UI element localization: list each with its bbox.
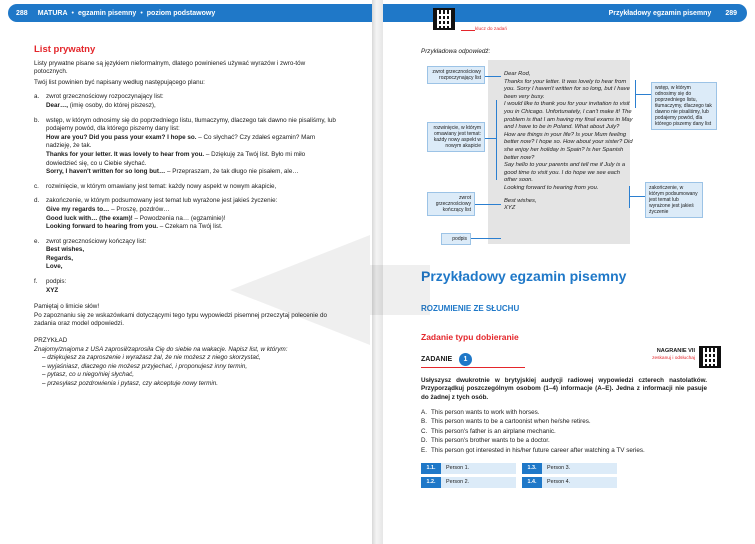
plan-item-line (46, 223, 336, 232)
plan-description: zakończenie, w którym podsumowany jest temat lub wyrażone jest jakieś życzenie: (46, 197, 278, 205)
option-text: This person wants to be a cartoonist when he/she retires. (431, 418, 591, 426)
connector-line (629, 196, 645, 197)
callout-signature: podpis (441, 233, 471, 245)
plan-item-line (46, 197, 336, 206)
plan-item (34, 238, 336, 272)
plan-item-line (46, 168, 336, 177)
connector-line (635, 80, 636, 108)
plan-item-line (46, 246, 336, 255)
task-option (421, 446, 645, 455)
recording-label: NAGRANIE VII (656, 348, 695, 354)
plan-translation: – Co słychać? Czy zdałeś egzamin? Mam nadzieję, że tak. (46, 133, 316, 150)
remember-note: Pamiętaj o limicie słów! (34, 303, 100, 311)
qr-code-icon[interactable] (699, 346, 721, 368)
plan-item-letter: f. (34, 278, 38, 286)
plan-item-letter: e. (34, 237, 40, 245)
plan-item-line (46, 151, 336, 168)
plan-item-letter: b. (34, 116, 40, 124)
answer-number: 1.2. (421, 477, 441, 488)
plan-item-line (46, 206, 336, 215)
plan-item-letter: c. (34, 182, 39, 190)
intro-paragraph: Listy prywatne pisane są językiem nieformalnym, dlatego powinieneś używać wyrazów i zwro-tów potocznych. (34, 59, 306, 76)
book-gutter (372, 0, 383, 544)
option-text: This person's brother wants to be a doctor. (431, 437, 550, 445)
left-page-content (34, 46, 336, 389)
header-subtitle-1: egzamin pisemny (77, 9, 137, 17)
option-letter: B. (421, 418, 427, 426)
header-subtitle-2: poziom podstawowy (146, 9, 216, 17)
plan-item-letter: d. (34, 197, 40, 205)
plan-phrase: Give my regards to… (46, 205, 110, 213)
example-point: – przesyłasz pozdrowienia i pytasz, czy akceptuje nowy termin. (42, 380, 219, 387)
connector-line (475, 204, 501, 205)
plan-phrase: Sorry, I haven't written for so long but… (46, 168, 166, 176)
left-page-number: 288 (16, 9, 28, 17)
option-letter: E. (421, 446, 427, 454)
task-option (421, 408, 645, 417)
plan-phrase: How are you? Did you pass your exam? I hope so. (46, 133, 197, 141)
header-title: MATURA (37, 9, 68, 17)
qr-code-icon[interactable] (433, 8, 455, 30)
letter-signoff: Best wishes, (504, 197, 537, 204)
example-point: – dziękujesz za zaproszenie i wyrażasz żal, że nie możesz z niego skorzystać, (42, 354, 261, 362)
answer-cell[interactable] (522, 463, 617, 474)
task-label: ZADANIE (421, 356, 453, 363)
option-letter: A. (421, 409, 427, 416)
key-label: klucz do zadań (475, 27, 507, 32)
header-separator: • (71, 9, 74, 17)
plan-translation: – Czekam na Twój list. (157, 223, 223, 231)
answer-number: 1.1. (421, 463, 441, 474)
plan-phrase: Looking forward to hearing from you. (46, 223, 158, 231)
plan-description: podpis: (46, 278, 67, 286)
letter-body-2: How are things in your life? Is your Mum feeling better now? I hope so. How about your sister? Did she enjoy her holiday in Spain? Is her Spanish better now? (504, 131, 633, 161)
plan-translation: (imię osoby, do której piszesz), (68, 101, 156, 109)
option-text: This person got interested in his/her future career after watching a TV series. (431, 446, 645, 454)
answer-cell[interactable] (522, 477, 617, 488)
connector-line (635, 94, 651, 95)
answer-cell[interactable] (421, 477, 516, 488)
example-letter (504, 71, 634, 213)
exam-title: Przykładowy egzamin pisemny (421, 268, 627, 284)
example-answer-label: Przykładowa odpowiedź: (421, 48, 491, 55)
plan-phrase: Regards, (46, 254, 73, 262)
left-page (0, 0, 372, 544)
option-letter: C. (421, 427, 428, 435)
example-point: – pytasz, co u niego/niej słychać, (42, 371, 135, 379)
plan-phrase: Best wishes, (46, 246, 85, 254)
connector-line (629, 186, 630, 208)
answer-number: 1.4. (522, 477, 542, 488)
plan-item-line (46, 287, 336, 296)
section-listening: ROZUMIENIE ZE SŁUCHU (421, 304, 520, 313)
callout-intro: wstęp, w którym odnosimy się do poprzedniego listu, tłumaczymy, dlaczego tak dawno nie pisaliśmy, lub podajemy powód, dla którego piszemy dany list (651, 82, 717, 130)
plan-item-line (46, 215, 336, 224)
plan-phrase: Love, (46, 263, 63, 271)
right-page (383, 0, 755, 544)
answer-cell[interactable] (421, 463, 516, 474)
plan-item (34, 183, 336, 192)
answer-person: Person 2. (441, 477, 516, 488)
plan-item-line (46, 102, 336, 111)
callout-ending: zakończenie, w którym podsumowany jest temat lub wyrażone jest jakieś życzenie (645, 182, 703, 218)
letter-body-3: Say hello to your parents and tell me if July is a good time to visit you. I do hope we see each other soon. (504, 162, 626, 184)
answer-person: Person 4. (542, 477, 617, 488)
letter-intro: Thanks for your letter. It was lovely to hear from you. Sorry I haven't written for so long, but I have been very busy. (504, 78, 630, 100)
plan-item-line (46, 134, 336, 151)
arrow-icon (461, 30, 475, 31)
left-page-header (8, 4, 372, 22)
header-separator: • (140, 9, 143, 17)
task-option (421, 417, 645, 426)
scan-label: zeskanuj i odsłuchaj (652, 356, 695, 361)
task-option (421, 427, 645, 436)
plan-item-line (46, 255, 336, 264)
plan-item-line (46, 278, 336, 287)
right-page-number: 289 (725, 9, 737, 17)
right-header-title: Przykładowy egzamin pisemny (608, 9, 712, 17)
task-type: Zadanie typu dobieranie (421, 332, 519, 342)
option-text: This person's father is an airplane mechanic. (431, 427, 556, 435)
task-options (421, 408, 645, 455)
section-heading: List prywatny (34, 44, 96, 55)
answer-number: 1.3. (522, 463, 542, 474)
plan-item-line (46, 183, 336, 192)
plan-item (34, 278, 336, 295)
plan-item-letter: a. (34, 93, 40, 101)
example-label: PRZYKŁAD (34, 337, 68, 345)
example-points (34, 354, 336, 388)
letter-greeting: Dear Rod, (504, 71, 531, 77)
letter-signature: XYZ (504, 205, 516, 212)
option-letter: D. (421, 437, 428, 445)
plan-phrase: Dear…, (46, 101, 69, 109)
letter-closing-line: Looking forward to hearing from you. (504, 184, 599, 191)
connector-line (471, 238, 501, 239)
plan-phrase: Thanks for your letter. It was lovely to hear from you. (46, 150, 205, 158)
answer-person: Person 1. (441, 463, 516, 474)
plan-translation: – Proszę, pozdrów… (109, 205, 170, 213)
plan-item-line (46, 263, 336, 272)
plan-description: zwrot grzecznościowy kończący list: (46, 237, 147, 245)
plan-description: zwrot grzecznościowy rozpoczynający list: (46, 93, 164, 101)
option-text: This person wants to work with horses. (431, 409, 540, 416)
plan-description: wstęp, w którym odnosimy się do poprzedniego listu, tłumaczymy, dlaczego tak dawno nie pisaliśmy, lub podajemy powód, dla którego piszemy dany list: (46, 116, 336, 133)
plan-item (34, 93, 336, 110)
callout-opening: zwrot grzecznościowy rozpoczynający list (427, 66, 485, 84)
plan-item (34, 117, 336, 177)
task-number-badge: 1 (459, 353, 472, 366)
plan-item-line (46, 117, 336, 134)
callout-development: rozwinięcie, w którym omawiany jest temat: każdy nowy aspekt w nowym akapicie (427, 122, 485, 152)
plan-phrase: Good luck with… (the exam)! (46, 214, 133, 222)
plan-item-line (46, 238, 336, 247)
task-option (421, 436, 645, 445)
plan-item (34, 197, 336, 231)
plan-phrase: XYZ (46, 286, 59, 294)
callout-closing: zwrot grzecznościowy kończący list (427, 192, 475, 216)
example-point: – wyjaśniasz, dlaczego nie możesz przyjechać, i proponujesz inny termin, (42, 362, 248, 370)
plan-item-line (46, 93, 336, 102)
answer-person: Person 3. (542, 463, 617, 474)
plan-translation: – Przepraszam, że tak długo nie pisałem, ale… (165, 168, 299, 176)
connector-line (496, 100, 497, 180)
example-task: Znajomy/znajoma z USA zaprosił/zaprosiła Cię do siebie na wakacje. Napisz list, w którym: (34, 345, 288, 353)
answer-grid (421, 463, 617, 488)
letter-body: I would like to thank you for your invitation to visit you in Chicago. Unfortunately, I can't make it! The problem is that I am having my final exams in May and I have to be in Poland. What about July? (504, 101, 633, 131)
plan-translation: – Dziękuję za Twój list. Było mi miło dowiedzieć się, co u Ciebie słychać. (46, 150, 306, 167)
plan-translation: – Powodzenia na… (egzaminie)! (132, 214, 226, 222)
plan-list (34, 93, 336, 295)
connector-line (485, 76, 501, 77)
intro-plan: Twój list powinien być napisany według następującego planu: (34, 78, 205, 86)
plan-description: rozwinięcie, w którym omawiany jest temat: każdy nowy aspekt w nowym akapicie, (46, 182, 277, 190)
after-reading-note: Po zapoznaniu się ze wskazówkami dotyczącymi tego typu wypowiedzi pisemnej przeczytaj polecenie do zadania oraz model odpowiedzi. (34, 311, 327, 328)
task-instructions: Usłyszysz dwukrotnie w brytyjskiej audycji radiowej wypowiedzi czterech nastolatków. Przyporządkuj poszczególnym osobom (1–4) informacje (A–E). Jedna z informacji nie pasuje do żadnej z tych osób. (421, 377, 707, 401)
